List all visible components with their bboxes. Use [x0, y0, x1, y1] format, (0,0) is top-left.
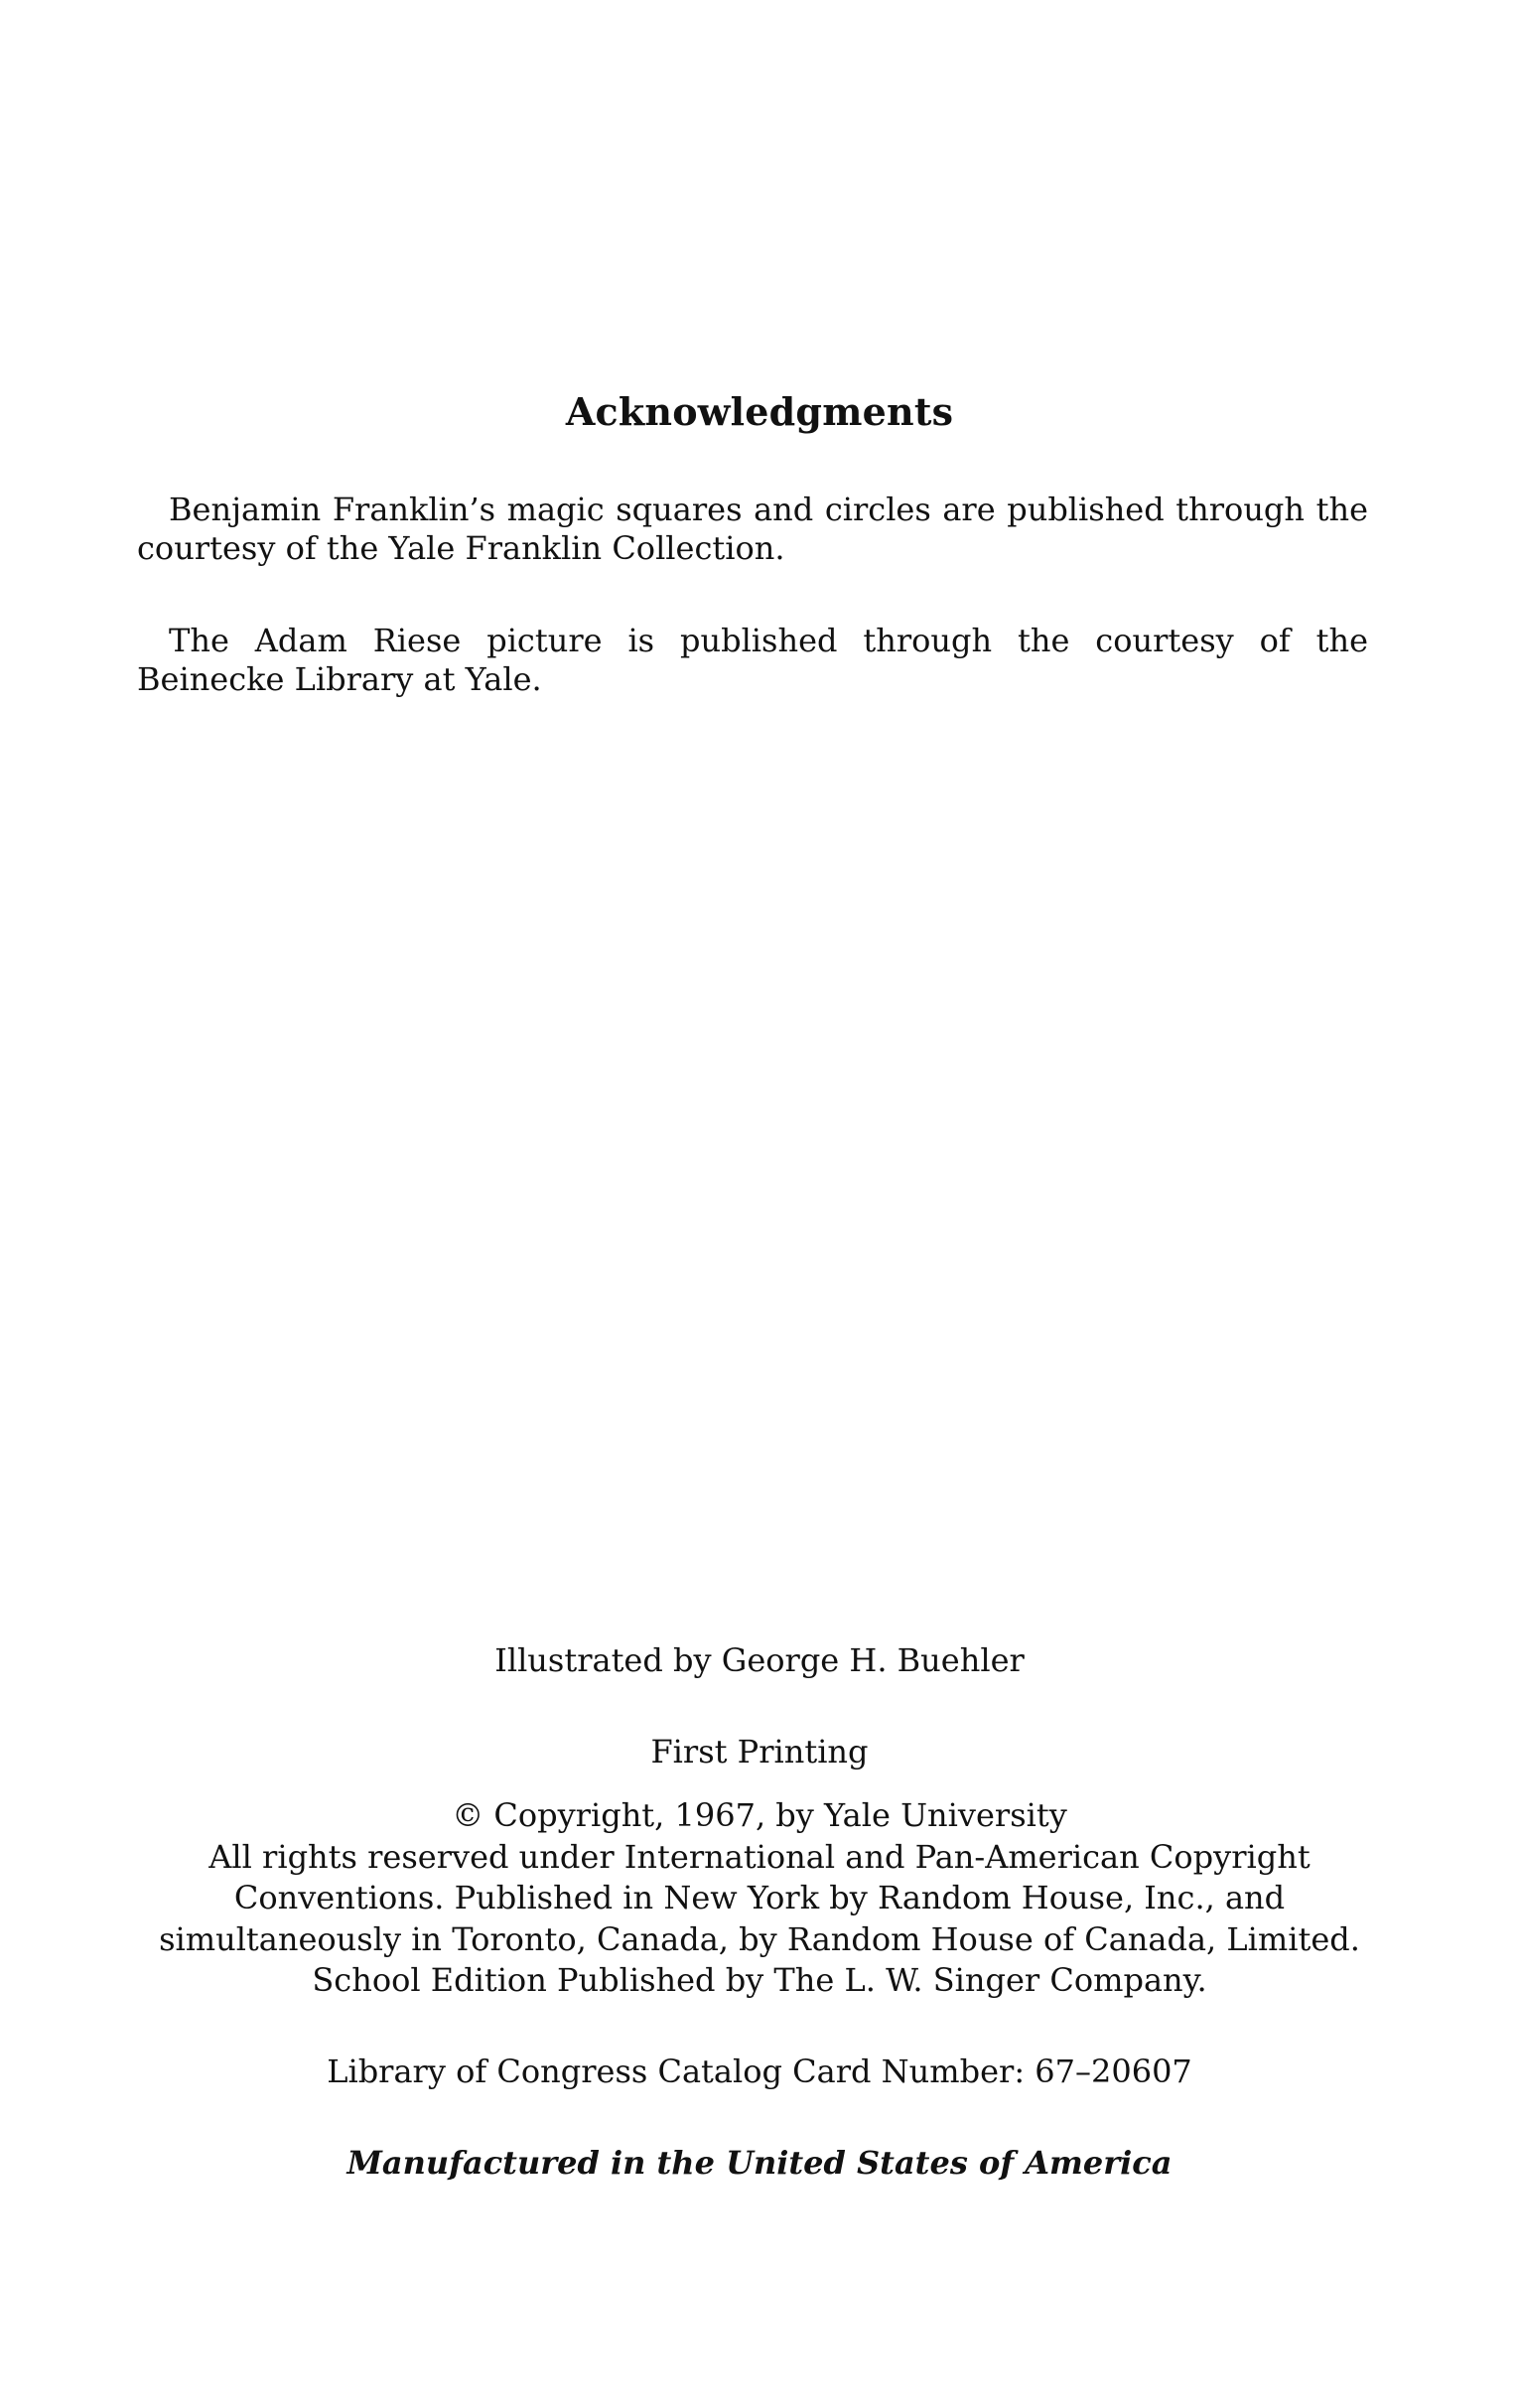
- acknowledgment-paragraph-franklin: Benjamin Franklin’s magic squares and circles are published through the courtesy of the Yale Franklin Collection.: [137, 491, 1368, 567]
- copyright-line: Conventions. Published in New York by Random House, Inc., and: [233, 1879, 1286, 1916]
- illustrator-credit: Illustrated by George H. Buehler: [494, 1641, 1025, 1679]
- copyright-line: © Copyright, 1967, by Yale University: [452, 1796, 1067, 1834]
- copyright-line: All rights reserved under International and Pan-American Copyright: [208, 1837, 1311, 1876]
- catalog-card-number: Library of Congress Catalog Card Number: 67–20607: [327, 2053, 1192, 2090]
- copyright-line: simultaneously in Toronto, Canada, by Random House of Canada, Limited.: [159, 1919, 1360, 1958]
- acknowledgments-heading: Acknowledgments: [565, 389, 954, 434]
- manufactured-statement: Manufactured in the United States of America: [346, 2144, 1173, 2182]
- acknowledgment-paragraph-riese: The Adam Riese picture is published through the courtesy of the Beinecke Library at Yale.: [137, 622, 1368, 698]
- copyright-line: School Edition Published by The L. W. Singer Company.: [312, 1961, 1207, 1999]
- printing-edition: First Printing: [650, 1733, 869, 1771]
- copyright-notice: [0, 1795, 1519, 2002]
